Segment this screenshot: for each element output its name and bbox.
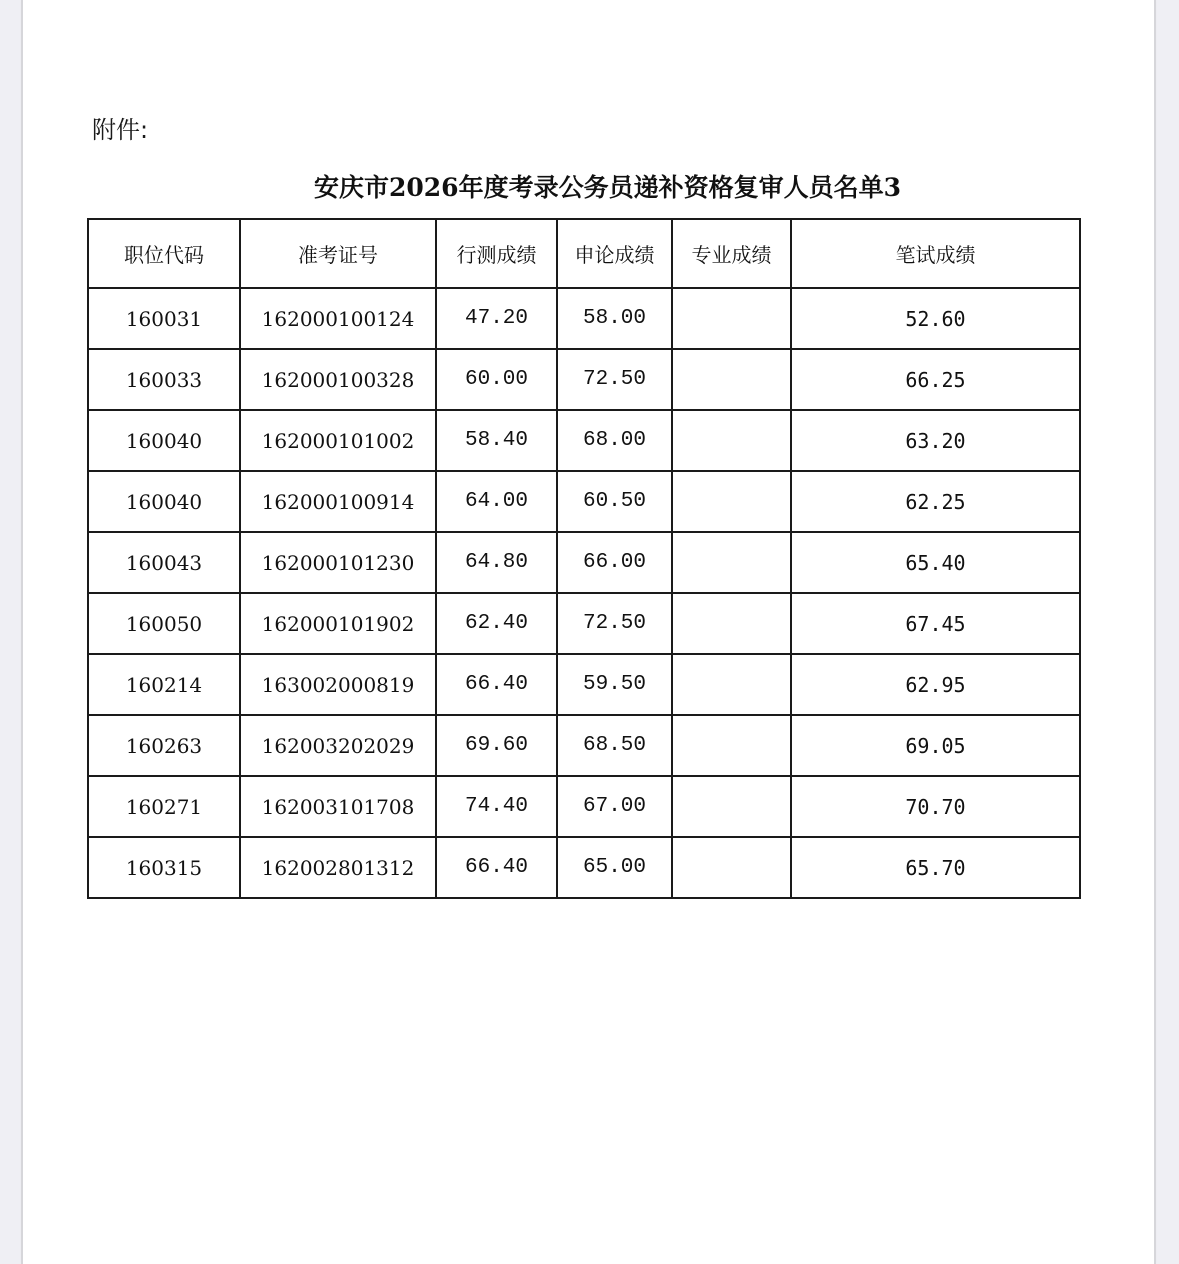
header-ticket-number: 准考证号 — [240, 219, 436, 288]
cell-position-code: 160033 — [88, 349, 240, 410]
cell-ticket-number: 162000101002 — [240, 410, 436, 471]
cell-xingce-score: 66.40 — [436, 654, 557, 715]
cell-ticket-number: 162003202029 — [240, 715, 436, 776]
cell-position-code: 160043 — [88, 532, 240, 593]
table-row — [88, 715, 1080, 776]
cell-written-score: 67.45 — [791, 593, 1080, 654]
cell-shenlun-score: 66.00 — [557, 532, 672, 593]
cell-ticket-number: 162000100914 — [240, 471, 436, 532]
table-row — [88, 349, 1080, 410]
header-professional-score: 专业成绩 — [672, 219, 791, 288]
cell-professional-score — [672, 349, 791, 410]
cell-written-score: 65.40 — [791, 532, 1080, 593]
header-xingce-score: 行测成绩 — [436, 219, 557, 288]
cell-professional-score — [672, 776, 791, 837]
cell-xingce-score: 74.40 — [436, 776, 557, 837]
cell-professional-score — [672, 532, 791, 593]
table-row — [88, 410, 1080, 471]
cell-position-code: 160214 — [88, 654, 240, 715]
cell-shenlun-score: 60.50 — [557, 471, 672, 532]
cell-written-score: 66.25 — [791, 349, 1080, 410]
cell-shenlun-score: 59.50 — [557, 654, 672, 715]
cell-position-code: 160040 — [88, 410, 240, 471]
table-row — [88, 776, 1080, 837]
cell-written-score: 62.25 — [791, 471, 1080, 532]
header-position-code: 职位代码 — [88, 219, 240, 288]
table-row — [88, 837, 1080, 898]
cell-professional-score — [672, 288, 791, 349]
cell-ticket-number: 162000101902 — [240, 593, 436, 654]
cell-ticket-number: 163002000819 — [240, 654, 436, 715]
cell-xingce-score: 64.80 — [436, 532, 557, 593]
cell-professional-score — [672, 837, 791, 898]
cell-xingce-score: 60.00 — [436, 349, 557, 410]
cell-xingce-score: 62.40 — [436, 593, 557, 654]
table-header-row — [88, 219, 1080, 288]
document-page — [23, 0, 1154, 1264]
cell-written-score: 62.95 — [791, 654, 1080, 715]
cell-position-code: 160315 — [88, 837, 240, 898]
cell-xingce-score: 66.40 — [436, 837, 557, 898]
cell-xingce-score: 64.00 — [436, 471, 557, 532]
document-title: 安庆市2026年度考录公务员递补资格复审人员名单3 — [314, 173, 901, 202]
cell-xingce-score: 69.60 — [436, 715, 557, 776]
cell-shenlun-score: 65.00 — [557, 837, 672, 898]
cell-shenlun-score: 68.50 — [557, 715, 672, 776]
cell-professional-score — [672, 593, 791, 654]
cell-professional-score — [672, 410, 791, 471]
cell-position-code: 160031 — [88, 288, 240, 349]
cell-professional-score — [672, 654, 791, 715]
table-row — [88, 593, 1080, 654]
header-written-score: 笔试成绩 — [791, 219, 1080, 288]
cell-position-code: 160040 — [88, 471, 240, 532]
attachment-label: 附件: — [92, 116, 149, 144]
cell-written-score: 70.70 — [791, 776, 1080, 837]
cell-shenlun-score: 67.00 — [557, 776, 672, 837]
header-shenlun-score: 申论成绩 — [557, 219, 672, 288]
cell-position-code: 160050 — [88, 593, 240, 654]
cell-ticket-number: 162000100124 — [240, 288, 436, 349]
cell-ticket-number: 162000101230 — [240, 532, 436, 593]
table-row — [88, 288, 1080, 349]
cell-position-code: 160263 — [88, 715, 240, 776]
cell-professional-score — [672, 715, 791, 776]
cell-ticket-number: 162003101708 — [240, 776, 436, 837]
cell-written-score: 63.20 — [791, 410, 1080, 471]
table-row — [88, 654, 1080, 715]
table-row — [88, 532, 1080, 593]
cell-ticket-number: 162002801312 — [240, 837, 436, 898]
table-row — [88, 471, 1080, 532]
cell-shenlun-score: 68.00 — [557, 410, 672, 471]
cell-ticket-number: 162000100328 — [240, 349, 436, 410]
cell-written-score: 52.60 — [791, 288, 1080, 349]
cell-written-score: 69.05 — [791, 715, 1080, 776]
cell-xingce-score: 47.20 — [436, 288, 557, 349]
cell-xingce-score: 58.40 — [436, 410, 557, 471]
cell-written-score: 65.70 — [791, 837, 1080, 898]
cell-position-code: 160271 — [88, 776, 240, 837]
cell-shenlun-score: 58.00 — [557, 288, 672, 349]
cell-shenlun-score: 72.50 — [557, 593, 672, 654]
cell-professional-score — [672, 471, 791, 532]
cell-shenlun-score: 72.50 — [557, 349, 672, 410]
candidate-score-table — [87, 218, 1081, 899]
